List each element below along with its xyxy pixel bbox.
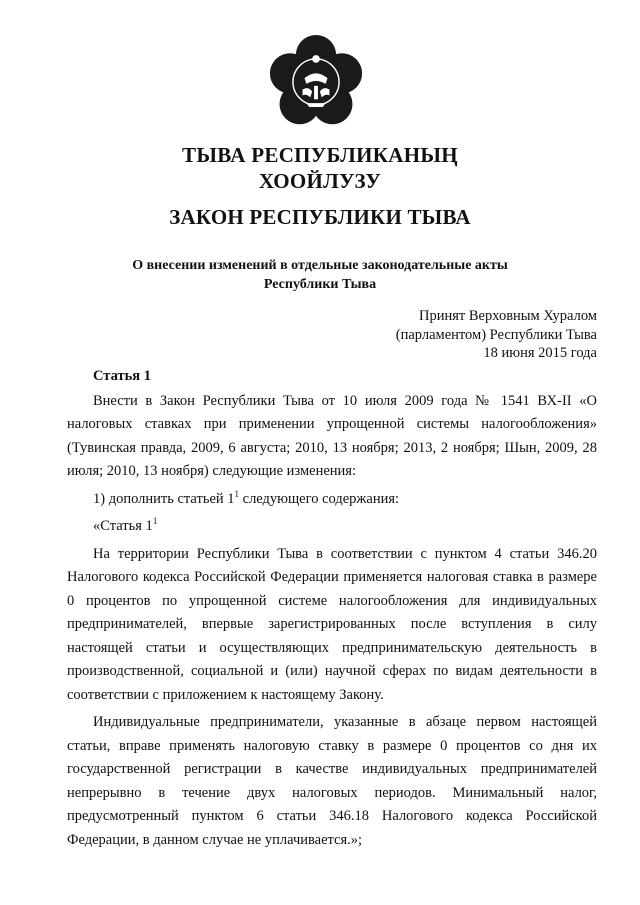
adoption-note bbox=[396, 307, 597, 363]
item1-suffix: следующего содержания: bbox=[239, 490, 400, 507]
new-article-prefix: «Статья 1 bbox=[93, 518, 153, 534]
law-subject-line2: Республики Тыва bbox=[263, 277, 377, 292]
new-article-heading bbox=[67, 515, 597, 539]
new-article-paragraph-1: На территории Республики Тыва в соответствии с пунктом 4 статьи 346.20 Налогового кодекса Российской Федерации применяется налоговая ставка в размере 0 процентов по упрощенной системе налогообложения для индивидуальных предпринимателей, впервые зарегистрированных после вступления в силу настоящей статьи и осуществляющих предпринимательскую деятельность в производственной, социальной и (или) научной сферах по видам деятельности в соответствии с приложением к настоящему Закону. bbox=[67, 545, 597, 703]
law-title: ЗАКОН РЕСПУБЛИКИ ТЫВА bbox=[169, 205, 471, 229]
law-subject-line1: О внесении изменений в отдельные законодательные акты bbox=[132, 258, 508, 273]
item1-prefix: 1) дополнить статьей 1 bbox=[93, 490, 235, 507]
article-heading: Статья 1 bbox=[93, 368, 151, 384]
adoption-line2: (парламентом) Республики Тыва bbox=[395, 326, 597, 343]
adoption-date: 18 июня 2015 года bbox=[483, 345, 597, 361]
adoption-line1: Принят Верховным Хуралом bbox=[419, 308, 597, 324]
article-intro: Внести в Закон Республики Тыва от 10 июля 2009 года № 1541 ВХ-II «О налоговых ставках при применении упрощенной системы налогообложения» (Тувинская правда, 2009, 6 августа; 2010, 13 ноября; 2013, 2 ноября; Шын, 2009, 28 июля; 2010, 13 ноября) следующие изменения: bbox=[67, 392, 597, 479]
article-body bbox=[67, 365, 597, 852]
tyva-emblem-icon bbox=[268, 34, 364, 130]
tyva-title-line1: ТЫВА РЕСПУБЛИКАНЫҢ bbox=[182, 143, 458, 167]
item1-superscript: 1 bbox=[234, 488, 240, 499]
law-subject bbox=[0, 256, 640, 294]
amendment-item-1 bbox=[67, 488, 597, 512]
tyva-title-line2: ХООЙЛУЗУ bbox=[258, 169, 382, 193]
new-article-paragraph-2: Индивидуальные предприниматели, указанные в абзаце первом настоящей статьи, вправе применять налоговую ставку в размере 0 процентов со дня их государственной регистрации в качестве индивидуальных предпринимателей непрерывно в течение двух налоговых периодов. Минимальный налог, предусмотренный пунктом 6 статьи 346.18 Налогового кодекса Российской Федерации, в данном случае не уплачивается.»; bbox=[67, 714, 597, 848]
tyva-title bbox=[0, 142, 640, 194]
new-article-superscript: 1 bbox=[152, 516, 158, 526]
